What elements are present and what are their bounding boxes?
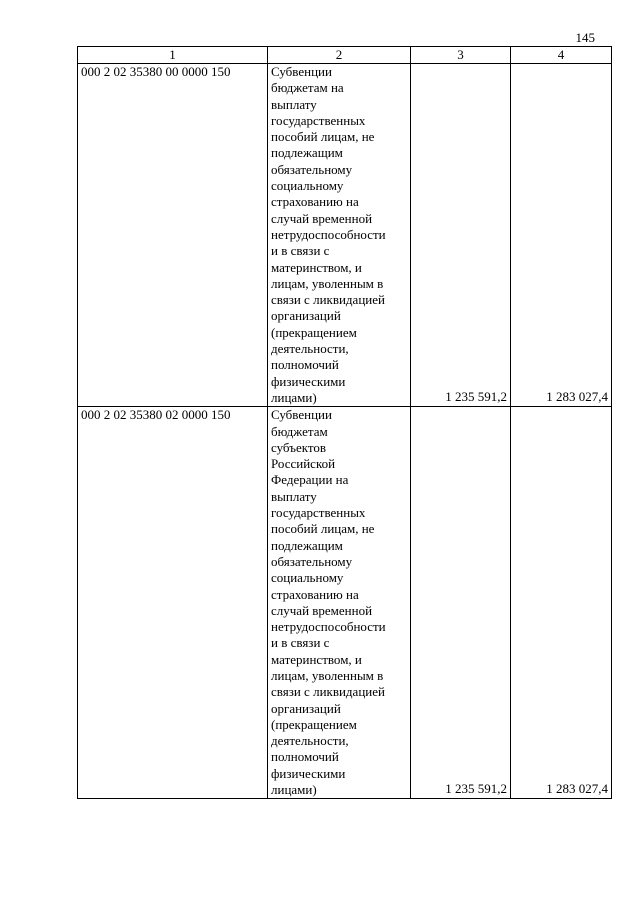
- name-line: полномочий: [271, 357, 339, 373]
- name-line: случай временной: [271, 602, 373, 618]
- name-line: выплату: [271, 96, 317, 112]
- table-row: [78, 64, 612, 407]
- name-line: и в связи с: [271, 243, 330, 259]
- page-number: 145: [575, 30, 595, 45]
- table-body: [78, 64, 612, 799]
- name-line: (прекращением: [271, 324, 357, 340]
- name-line: организаций: [271, 700, 341, 716]
- name-line: пособий лицам, не: [271, 129, 375, 145]
- row-name: [268, 407, 411, 799]
- name-line: страхованию на: [271, 194, 359, 210]
- name-line: нетрудоспособности: [271, 619, 386, 635]
- name-line: социальному: [271, 570, 344, 586]
- row-code: 000 2 02 35380 00 0000 150: [78, 64, 268, 407]
- name-line: страхованию на: [271, 586, 359, 602]
- name-line: физическими: [271, 765, 346, 781]
- name-line: лицами): [271, 389, 317, 405]
- row-col3-amount: 1 235 591,2: [411, 64, 511, 407]
- name-line: обязательному: [271, 161, 353, 177]
- name-line: социальному: [271, 178, 344, 194]
- budget-table: [77, 46, 612, 799]
- name-line: обязательному: [271, 553, 353, 569]
- name-line: материнством, и: [271, 259, 362, 275]
- name-line: нетрудоспособности: [271, 226, 386, 242]
- name-line: Субвенции: [271, 64, 332, 79]
- name-line: случай временной: [271, 210, 373, 226]
- name-line: подлежащим: [271, 145, 343, 161]
- name-line: лицами): [271, 782, 317, 798]
- row-col3-amount: 1 235 591,2: [411, 407, 511, 799]
- name-line: бюджетам на: [271, 80, 344, 96]
- row-name: [268, 64, 411, 407]
- name-line: деятельности,: [271, 341, 349, 357]
- name-line: физическими: [271, 373, 346, 389]
- name-line: и в связи с: [271, 635, 330, 651]
- name-line: Российской: [271, 456, 336, 472]
- name-line: Субвенции: [271, 407, 332, 423]
- row-col4-amount: 1 283 027,4: [511, 407, 612, 799]
- name-line: полномочий: [271, 749, 339, 765]
- header-col-1: 1: [78, 47, 268, 64]
- header-col-2: 2: [268, 47, 411, 64]
- table-header-row: [78, 47, 612, 64]
- name-line: лицам, уволенным в: [271, 275, 384, 291]
- header-col-3: 3: [411, 47, 511, 64]
- name-line: связи с ликвидацией: [271, 684, 385, 700]
- name-line: пособий лицам, не: [271, 521, 375, 537]
- row-col4-amount: 1 283 027,4: [511, 64, 612, 407]
- name-line: государственных: [271, 505, 366, 521]
- name-line: материнством, и: [271, 651, 362, 667]
- name-line: подлежащим: [271, 537, 343, 553]
- name-line: выплату: [271, 488, 317, 504]
- name-line: организаций: [271, 308, 341, 324]
- name-line: государственных: [271, 112, 366, 128]
- name-line: бюджетам: [271, 423, 328, 439]
- header-col-4: 4: [511, 47, 612, 64]
- name-line: Федерации на: [271, 472, 349, 488]
- name-line: лицам, уволенным в: [271, 667, 384, 683]
- name-line: деятельности,: [271, 733, 349, 749]
- row-code: 000 2 02 35380 02 0000 150: [78, 407, 268, 799]
- table-row: [78, 407, 612, 799]
- name-line: субъектов: [271, 439, 327, 455]
- name-line: (прекращением: [271, 716, 357, 732]
- name-line: связи с ликвидацией: [271, 292, 385, 308]
